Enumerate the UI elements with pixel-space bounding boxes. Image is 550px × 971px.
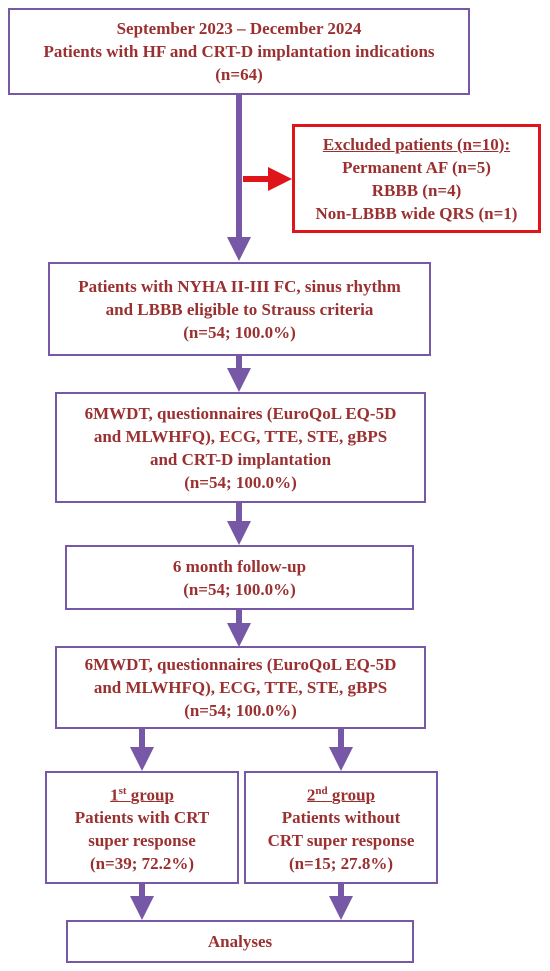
group2-ordinal-word: group	[331, 785, 376, 805]
group1-title	[110, 780, 174, 807]
enrollment-count: (n=64)	[215, 65, 263, 84]
group1-ordinal-word: group	[130, 785, 174, 805]
analyses-title: Analyses	[207, 932, 273, 951]
eligible-line: and LBBB eligible to Strauss criteria	[105, 299, 374, 319]
group2-title	[307, 780, 375, 807]
group2-ordinal-suffix: nd	[315, 784, 328, 797]
assessment-line: and MLWHFQ), ECG, TTE, STE, gBPS	[93, 678, 388, 697]
baseline-line: and MLWHFQ), ECG, TTE, STE, gBPS	[93, 426, 388, 446]
eligible-line: Patients with NYHA II-III FC, sinus rhythm	[78, 276, 401, 296]
group2-line: CRT super response	[267, 831, 415, 851]
baseline-line: 6MWDT, questionnaires (EuroQoL EQ-5D	[84, 403, 397, 423]
group2-box	[244, 771, 438, 884]
group2-ordinal-number: 2	[306, 785, 316, 805]
eligible-count: (n=54; 100.0%)	[183, 322, 296, 342]
enrollment-description: Patients with HF and CRT-D implantation indications	[43, 42, 435, 61]
baseline-line: and CRT-D implantation	[149, 449, 332, 469]
enrollment-box	[8, 8, 470, 95]
excluded-reason: Permanent AF (n=5)	[342, 157, 491, 177]
assessment-line: 6MWDT, questionnaires (EuroQoL EQ-5D	[84, 655, 397, 674]
group1-ordinal-number: 1	[110, 785, 119, 805]
eligible-box	[48, 262, 431, 356]
followup-count: (n=54; 100.0%)	[183, 579, 296, 599]
group1-line: Patients with CRT	[74, 808, 210, 828]
excluded-box	[292, 124, 541, 233]
group1-line: super response	[88, 831, 196, 851]
group1-box	[45, 771, 239, 884]
followup-box	[65, 545, 414, 610]
analyses-box	[66, 920, 414, 963]
followup-title: 6 month follow-up	[172, 556, 307, 576]
group2-count: (n=15; 27.8%)	[288, 854, 394, 874]
excluded-reason: Non-LBBB wide QRS (n=1)	[315, 203, 518, 223]
group1-ordinal-suffix: st	[118, 784, 127, 797]
assessment-count: (n=54; 100.0%)	[184, 701, 297, 720]
baseline-box	[55, 392, 426, 503]
followup-assessment-box	[55, 646, 426, 729]
excluded-title: Excluded patients (n=10):	[322, 134, 511, 154]
excluded-reason: RBBB (n=4)	[371, 180, 462, 200]
enrollment-period: September 2023 – December 2024	[116, 19, 362, 38]
group1-count: (n=39; 72.2%)	[89, 854, 195, 874]
group2-line: Patients without	[281, 808, 401, 828]
baseline-count: (n=54; 100.0%)	[184, 472, 297, 492]
